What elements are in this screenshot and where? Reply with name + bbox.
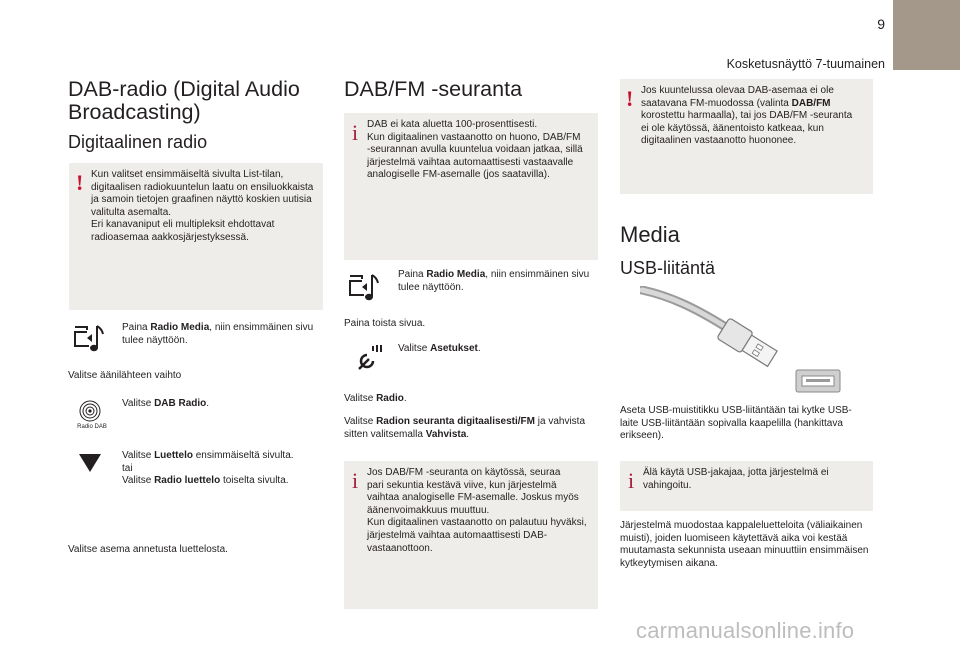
radio-media-icon	[73, 322, 109, 354]
info-icon: i	[628, 468, 635, 493]
radio-dab-label: Radio DAB	[77, 424, 107, 430]
info-box-1	[344, 113, 598, 260]
select-settings-text: Valitse Asetukset.	[398, 343, 481, 354]
usb-instructions: Aseta USB-muistitikku USB-liitäntään tai kytke USB- laite USB-liitäntään sopivalla kaapelilla (hankittava erikseen).	[620, 405, 852, 442]
info-icon: i	[352, 468, 359, 493]
usb-title: USB-liitäntä	[620, 258, 716, 278]
radio-media-icon	[348, 271, 384, 303]
usb-illustration	[640, 286, 850, 398]
settings-wrench-icon	[355, 343, 385, 373]
info-icon: i	[352, 120, 359, 145]
playlist-text: Järjestelmä muodostaa kappaleluetteloita (väliaikainen muisti), joiden luomiseen käytettävä aika voi kestää muutamasta sekunnista useaan minuuttiin ensimmäisen kytkeytymisen aikana.	[620, 520, 869, 569]
section-title: DAB-radio (Digital Audio Broadcasting)	[68, 77, 300, 124]
info-box-2	[344, 461, 598, 609]
warning-icon: !	[76, 170, 84, 195]
press-radio-media-text-2: Paina Radio Media, niin ensimmäinen sivu tulee näyttöön.	[398, 269, 590, 293]
choose-station-text: Valitse asema annetusta luettelosta.	[68, 544, 228, 555]
select-radio-text: Valitse Radio.	[344, 393, 407, 404]
info-box-3	[620, 461, 873, 511]
section-subtitle: Digitaalinen radio	[68, 132, 208, 152]
dab-fm-title: DAB/FM -seuranta	[344, 77, 523, 101]
radio-dab-icon	[79, 400, 101, 422]
warning-text: Kun valitset ensimmäiseltä sivulta List-tilan, digitaalisen radiokuuntelun laatu on ensiluokkaista ja samoin tietojen graafinen näyttö koskien uutisia valitulta asemalta. Eri kanavaniput eli multipleksit ehdottavat radioasemaa aakkosjärjestyksessä.	[91, 169, 314, 243]
info-text-3: Älä käytä USB-jakajaa, jotta järjestelmä ei vahingoitu.	[643, 467, 829, 491]
page-number: 9	[877, 16, 885, 32]
list-triangle-icon	[78, 453, 102, 473]
select-dab-radio-text: Valitse DAB Radio.	[122, 398, 210, 409]
info-text-1: DAB ei kata aluetta 100-prosenttisesti. Kun digitaalinen vastaanotto on huono, DAB/FM -seurannan avulla kuuntelua voidaan jatkaa, sillä järjestelmä vaihtaa automaattisesti vastaavalle analogiselle FM-asemalle (jos saatavilla).	[367, 119, 583, 181]
select-list-text: Valitse Luettelo ensimmäiseltä sivulta. tai Valitse Radio luettelo toiselta sivulta.	[122, 450, 294, 487]
press-radio-media-text: Paina Radio Media, niin ensimmäinen sivu tulee näyttöön.	[122, 322, 314, 346]
second-page-text: Paina toista sivua.	[344, 318, 426, 329]
select-tracking-text: Valitse Radion seuranta digitaalisesti/FM ja vahvista sitten valitsemalla Vahvista.	[344, 416, 586, 440]
page-tab	[893, 0, 960, 70]
choose-source-text: Valitse äänilähteen vaihto	[68, 370, 182, 381]
warning-box	[69, 163, 323, 310]
running-header: Kosketusnäyttö 7-tuumainen	[726, 57, 885, 71]
media-title: Media	[620, 222, 680, 247]
warning-text-2: Jos kuuntelussa olevaa DAB-asemaa ei ole saatavana FM-muodossa (valinta DAB/FM korostettu harmaalla), tai jos DAB/FM -seuranta ei ole käytössä, äänentoisto katkeaa, kun digitaalinen vastaanotto huononee.	[641, 85, 853, 147]
info-text-2: Jos DAB/FM -seuranta on käytössä, seuraa pari sekuntia kestävä viive, kun järjestelmä vaihtaa analogiselle FM-asemalle. Joskus myös äänenvoimakkuus muuttuu. Kun digitaalinen vastaanotto on palautuu hyväksi, järjestelmä vaihtaa automaattisesti DAB- vastaanottoon.	[367, 467, 587, 554]
watermark: carmanualsonline.info	[636, 618, 855, 643]
warning-box-2	[620, 79, 873, 194]
warning-icon: !	[626, 86, 634, 111]
